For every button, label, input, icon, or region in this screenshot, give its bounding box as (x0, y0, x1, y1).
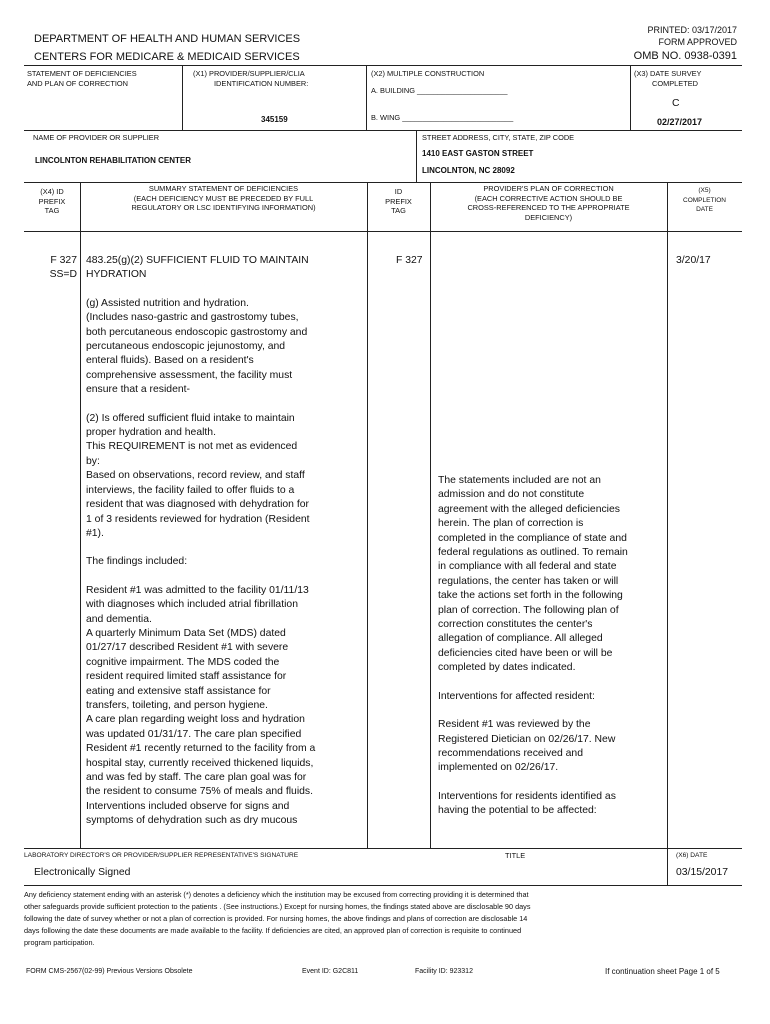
deficiency-line: The findings included: (86, 556, 188, 568)
plan-line: completed in the compliance of state and (438, 532, 627, 544)
agency-name-line1: DEPARTMENT OF HEALTH AND HUMAN SERVICES (34, 33, 301, 45)
disclaimer-line: program participation. (24, 938, 95, 947)
plan-line: regulations, the center has taken or will (438, 575, 619, 587)
provider-name: LINCOLNTON REHABILITATION CENTER (35, 156, 191, 165)
scope-severity: SS=D (49, 269, 77, 280)
rule (80, 231, 81, 848)
deficiency-line: HYDRATION (86, 269, 147, 281)
deficiency-line (86, 283, 315, 297)
signature-label: LABORATORY DIRECTOR'S OR PROVIDER/SUPPLIER REPRESENTATIVE'S SIGNATURE (24, 852, 299, 859)
rule (24, 130, 742, 131)
disclaimer-line: following the date of survey whether or not a plan of correction is provided. For nursing homes, the above findings and plans of correction are disclosable 14 (24, 914, 528, 923)
rule (630, 65, 631, 130)
deficiency-line: 483.25(g)(2) SUFFICIENT FLUID TO MAINTAIN (86, 255, 309, 266)
summary-header: SUMMARY STATEMENT OF DEFICIENCIES (EACH DEFICIENCY MUST BE PRECEDED BY FULL REGULATORY OR LSC IDENTIFYING INFORMATION) (131, 184, 316, 212)
disclaimer-line: days following the date these documents are made available to the facility. If deficiencies are cited, an approved plan of correction is requisite to continued (24, 926, 522, 935)
x4-header: (X4) ID PREFIX TAG (38, 187, 66, 215)
deficiency-line: Interventions included observe for signs and (86, 800, 290, 812)
plan-line: correction constitutes the center's (438, 619, 593, 631)
plan-line (438, 776, 628, 790)
printed-date: PRINTED: 03/17/2017 (647, 25, 737, 35)
rule (367, 231, 368, 848)
plan-line: take the actions set forth in the following (438, 590, 623, 602)
deficiency-line: interviews, the facility failed to offer fluids to a (86, 484, 295, 496)
rule (24, 885, 742, 886)
provider-number: 345159 (261, 115, 288, 124)
deficiency-line: 01/27/17 described Resident #1 with severe (86, 642, 289, 654)
plan-line: Interventions for affected resident: (438, 690, 595, 702)
rule (667, 231, 668, 848)
completion-header: (X5) COMPLETION DATE (683, 187, 726, 213)
agency-name-line2: CENTERS FOR MEDICARE & MEDICAID SERVICES (34, 51, 300, 63)
plan-line: admission and do not constitute (438, 489, 585, 501)
deficiency-line: #1). (86, 527, 104, 539)
plan-line (438, 676, 628, 690)
deficiency-line: (Includes naso-gastric and gastrostomy tubes, (86, 312, 299, 324)
disclaimer-line: Any deficiency statement ending with an asterisk (*) denotes a deficiency which the institution may be excused from correcting providing it is determined that (24, 890, 529, 899)
rule (430, 231, 431, 848)
plan-line: federal regulations as outlined. To remain (438, 547, 628, 559)
rule (667, 848, 668, 885)
building-field: A. BUILDING ______________________ (371, 86, 508, 95)
rule (24, 848, 742, 849)
plan-line: herein. The plan of correction is (438, 518, 584, 530)
deficiency-line: the resident to consume 75% of meals and fluids. (86, 786, 313, 798)
plan-line: agreement with the alleged deficiencies (438, 503, 620, 515)
deficiency-line: and dementia. (86, 613, 152, 625)
deficiency-line: This REQUIREMENT is not met as evidenced (86, 441, 298, 453)
plan-line: Interventions for residents identified as (438, 790, 616, 802)
statement-label-2: AND PLAN OF CORRECTION (27, 79, 129, 88)
city-state-zip: LINCOLNTON, NC 28092 (422, 166, 515, 175)
street-address: 1410 EAST GASTON STREET (422, 149, 534, 158)
deficiency-line: both percutaneous endoscopic gastrostomy and (86, 326, 308, 338)
provider-name-label: NAME OF PROVIDER OR SUPPLIER (33, 133, 160, 142)
signature-date: 03/15/2017 (676, 867, 729, 878)
deficiency-line: by: (86, 455, 100, 467)
plan-line: Registered Dietician on 02/26/17. New (438, 733, 616, 745)
deficiency-line: percutaneous endoscopic jejunostomy, and (86, 341, 286, 353)
deficiency-line (86, 541, 315, 555)
signature-value: Electronically Signed (34, 867, 131, 878)
deficiency-line: was updated 01/31/17. The care plan specified (86, 728, 302, 740)
x3-label-2: COMPLETED (652, 79, 698, 88)
deficiency-line: resident required limited staff assistance for (86, 671, 287, 683)
deficiency-statement (86, 254, 315, 829)
facility-id: Facility ID: 923312 (415, 968, 473, 975)
completion-date: 3/20/17 (676, 255, 711, 266)
x2-label: (X2) MULTIPLE CONSTRUCTION (371, 69, 485, 78)
deficiency-line: and was fed by staff. The care plan goal was for (86, 772, 307, 783)
deficiency-line: symptoms of dehydration such as dry mucous (86, 815, 298, 827)
plan-line: The statements included are not an (438, 475, 601, 486)
rule (24, 231, 742, 232)
plan-line: implemented on 02/26/17. (438, 762, 559, 774)
plan-header: PROVIDER'S PLAN OF CORRECTION (EACH CORRECTIVE ACTION SHOULD BE CROSS-REFERENCED TO THE APPROPRIATE DEFICIENCY) (467, 184, 630, 222)
deficiency-line: transfers, toileting, and person hygiene. (86, 699, 268, 711)
survey-completed-date: 02/27/2017 (657, 117, 703, 127)
wing-field: B. WING ___________________________ (371, 113, 514, 122)
deficiency-line: A care plan regarding weight loss and hydration (86, 714, 305, 726)
plan-line: completed by dates indicated. (438, 662, 576, 674)
plan-line: Resident #1 was reviewed by the (438, 719, 591, 731)
deficiency-line: A quarterly Minimum Data Set (MDS) dated (86, 627, 286, 639)
plan-line: recommendations received and (438, 747, 583, 759)
deficiency-line: Resident #1 recently returned to the facility from a (86, 743, 316, 755)
disclaimer-text (24, 889, 530, 949)
title-label: TITLE (505, 851, 526, 860)
x1-label-2: IDENTIFICATION NUMBER: (214, 79, 309, 88)
deficiency-line: cognitive impairment. The MDS coded the (86, 656, 280, 668)
deficiency-line: Resident #1 was admitted to the facility 01/11/13 (86, 584, 309, 596)
omb-number: OMB NO. 0938-0391 (633, 50, 737, 62)
plan-tag: F 327 (396, 255, 423, 266)
address-label: STREET ADDRESS, CITY, STATE, ZIP CODE (422, 133, 575, 142)
form-number: FORM CMS-2567(02-99) Previous Versions Obsolete (26, 968, 193, 975)
rule (24, 65, 742, 66)
form-approved: FORM APPROVED (658, 37, 737, 47)
plan-line: having the potential to be affected: (438, 805, 597, 817)
deficiency-tag: F 327 (50, 255, 77, 266)
plan-line: plan of correction. The following plan of (438, 604, 619, 616)
event-id: Event ID: G2C811 (302, 968, 359, 975)
deficiency-line: resident that was diagnosed with dehydration for (86, 499, 309, 511)
rule (24, 182, 742, 183)
rule (366, 65, 367, 130)
plan-line (438, 704, 628, 718)
deficiency-line: (2) Is offered sufficient fluid intake to maintain (86, 412, 295, 424)
rule (182, 65, 183, 130)
deficiency-line: hospital stay, currently received thickened liquids, (86, 757, 314, 769)
deficiency-line: (g) Assisted nutrition and hydration. (86, 297, 249, 309)
page-indicator: If continuation sheet Page 1 of 5 (605, 967, 720, 976)
deficiency-line (86, 398, 315, 412)
x1-label-1: (X1) PROVIDER/SUPPLIER/CLIA (193, 69, 305, 78)
deficiency-line: proper hydration and health. (86, 427, 216, 439)
plan-line: in compliance with all federal and state (438, 561, 617, 573)
plan-line: allegation of compliance. All alleged (438, 633, 603, 645)
deficiency-line (86, 570, 315, 584)
date-label: (X6) DATE (676, 852, 708, 859)
deficiency-line: eating and extensive staff assistance for (86, 685, 271, 697)
x3-label-1: (X3) DATE SURVEY (634, 69, 702, 78)
deficiency-line: ensure that a resident- (86, 384, 190, 396)
deficiency-line: with diagnoses which included atrial fibrillation (86, 599, 298, 611)
deficiency-line: enteral fluids). Based on a resident's (86, 355, 254, 367)
statement-label-1: STATEMENT OF DEFICIENCIES (27, 69, 137, 78)
deficiency-line: 1 of 3 residents reviewed for hydration (Resident (86, 513, 310, 525)
survey-code: C (672, 98, 680, 109)
plan-line: deficiencies cited have been or will be (438, 647, 613, 659)
rule (416, 130, 417, 182)
deficiency-line: Based on observations, record review, and staff (86, 470, 305, 482)
plan-of-correction (438, 474, 628, 819)
disclaimer-line: other safeguards provide sufficient protection to the patients . (See instructions.) Except for nursing homes, the findings stated above are disclosable 90 days (24, 902, 531, 911)
deficiency-line: comprehensive assessment, the facility must (86, 369, 293, 381)
id-prefix-header: ID PREFIX TAG (385, 187, 412, 215)
